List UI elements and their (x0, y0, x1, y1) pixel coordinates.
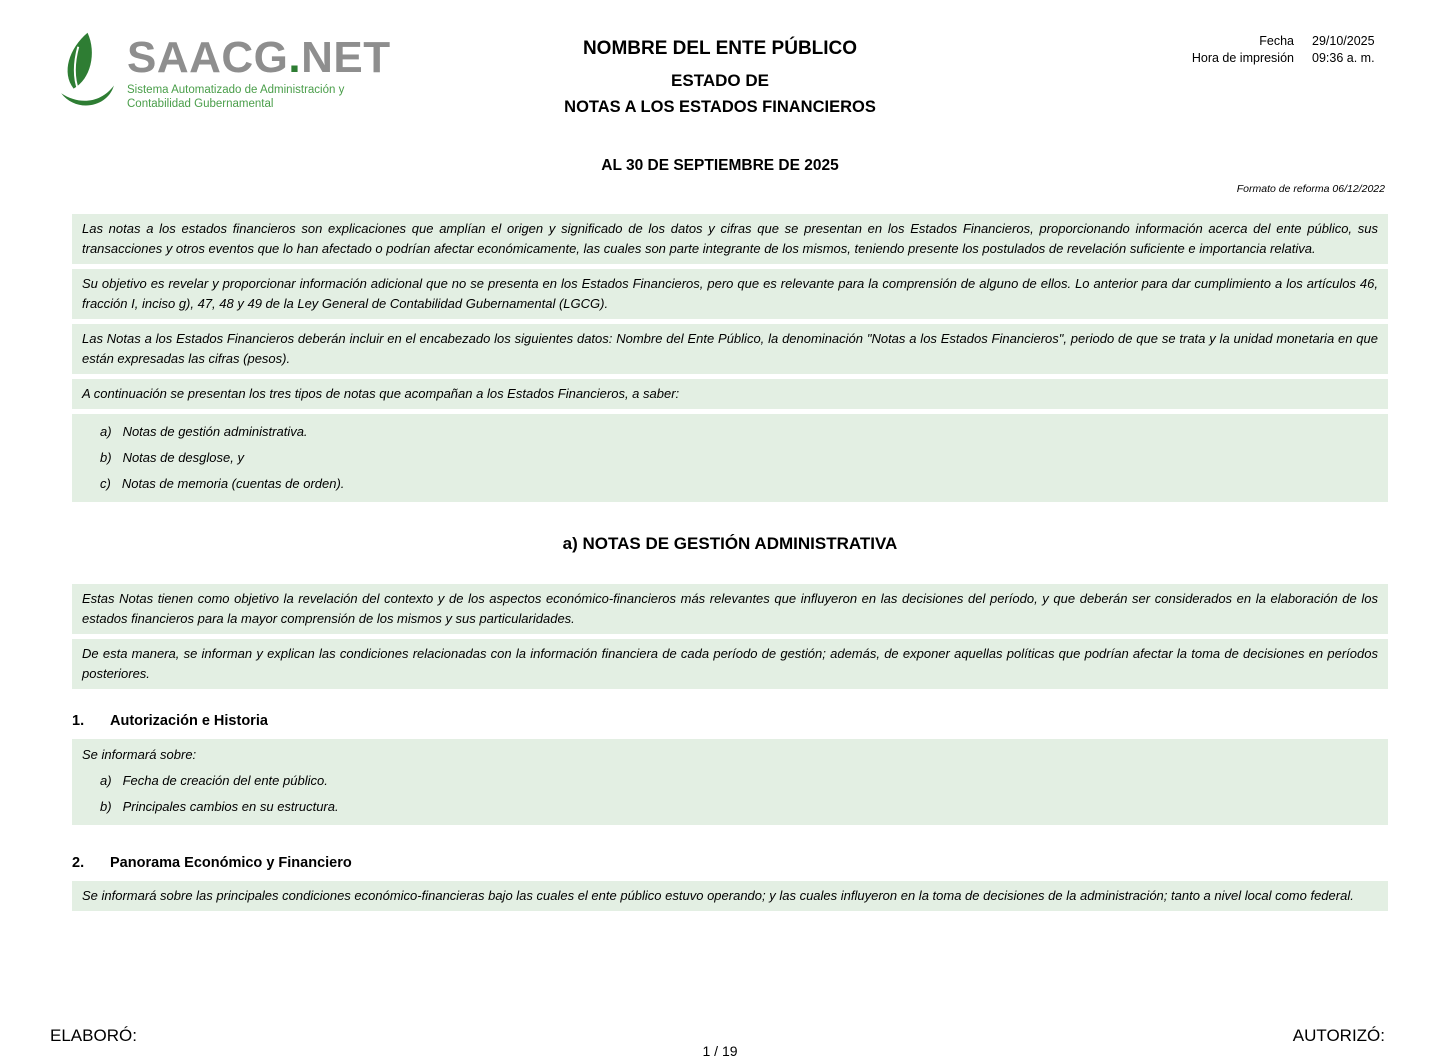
list-text: Notas de gestión administrativa. (122, 424, 308, 439)
brand-subtitle-line2: Contabilidad Gubernamental (127, 98, 274, 110)
elaboro-label: ELABORÓ: (50, 1026, 137, 1045)
list-item (82, 422, 1378, 442)
fecha-label: Fecha (1259, 34, 1294, 48)
report-title: NOTAS A LOS ESTADOS FINANCIEROS (564, 98, 876, 116)
brand-right: NET (301, 33, 391, 82)
brand-dot: . (288, 33, 302, 82)
section-1-body (72, 739, 1388, 825)
section-title: Autorización e Historia (110, 713, 268, 729)
hora-value: 09:36 a. m. (1312, 51, 1375, 65)
section-a-paragraph-2: De esta manera, se informan y explican las condiciones relacionadas con la información financiera de cada período de gestión; además, de exponer aquellas políticas que podrían afectar la toma de decisiones en períodos posteriores. (72, 639, 1388, 689)
section-a-paragraph-1: Estas Notas tienen como objetivo la revelación del contexto y de los aspectos económico-financieros más relevantes que influyeron en las decisiones del período, y que deberán ser considerados en la elaboración de los estados financieros para la mayor comprensión de los mismos y sus particularidades. (72, 584, 1388, 634)
intro-paragraph-2: Su objetivo es revelar y proporcionar información adicional que no se presenta en los Estados Financieros, pero que es relevante para la comprensión de alguno de ellos. Lo anterior para dar cumplimiento a los artículos 46, fracción I, inciso g), 47, 48 y 49 de la Ley General de Contabilidad Gubernamental (LGCG). (72, 269, 1388, 319)
statement-title: ESTADO DE (671, 71, 769, 90)
entity-name-title: NOMBRE DEL ENTE PÚBLICO (582, 38, 858, 59)
list-text: Principales cambios en su estructura. (122, 799, 339, 814)
period-title: AL 30 DE SEPTIEMBRE DE 2025 (601, 157, 839, 174)
section-2-body: Se informará sobre las principales condiciones económico-financieras bajo las cuales el ente público estuvo operando; y las cuales influyeron en la toma de decisiones de la administración; tanto a nivel local como federal. (72, 881, 1388, 911)
list-item (82, 797, 1378, 817)
fecha-value: 29/10/2025 (1312, 34, 1375, 48)
print-info (1192, 34, 1390, 65)
list-marker: c) (100, 476, 111, 491)
list-item (82, 474, 1378, 494)
list-marker: a) (100, 773, 112, 788)
intro-paragraph-4: A continuación se presentan los tres tipos de notas que acompañan a los Estados Financieros, a saber: (72, 379, 1388, 409)
autorizo-label: AUTORIZÓ: (1292, 1026, 1385, 1045)
list-item (82, 448, 1378, 468)
main-content (72, 214, 1388, 916)
section-1-intro: Se informará sobre: (82, 747, 197, 762)
list-item (82, 771, 1378, 791)
list-text: Fecha de creación del ente público. (122, 773, 328, 788)
intro-paragraph-1: Las notas a los estados financieros son explicaciones que amplían el origen y significado de los datos y cifras que se presentan en los Estados Financieros, proporcionando información acerca del ente público, sus transacciones y otros eventos que lo han afectado o podrían afectar económicamente, las cuales son parte integrante de los mismos, teniendo presente los postulados de revelación suficiente e importancia relativa. (72, 214, 1388, 264)
section-number: 1. (72, 713, 85, 729)
section-2-heading (72, 855, 1388, 871)
notes-types-list (72, 414, 1388, 502)
page-number: 1 / 19 (702, 1043, 738, 1059)
section-a-title: a) NOTAS DE GESTIÓN ADMINISTRATIVA (562, 534, 898, 553)
list-text: Notas de desglose, y (122, 450, 244, 465)
list-marker: b) (100, 799, 112, 814)
brand-left: SAACG (127, 33, 289, 82)
reform-note: Formato de reforma 06/12/2022 (1236, 183, 1385, 195)
list-text: Notas de memoria (cuentas de orden). (121, 476, 345, 491)
section-title: Panorama Económico y Financiero (110, 855, 352, 871)
brand-subtitle-line1: Sistema Automatizado de Administración y (127, 84, 345, 96)
intro-paragraph-3: Las Notas a los Estados Financieros deberán incluir en el encabezado los siguientes datos: Nombre del Ente Público, la denominación "Notas a los Estados Financieros", periodo de que se trata y la unidad monetaria en que están expresadas las cifras (pesos). (72, 324, 1388, 374)
list-marker: b) (100, 450, 112, 465)
section-number: 2. (72, 855, 85, 871)
section-1-heading (72, 713, 1388, 729)
list-marker: a) (100, 424, 112, 439)
hora-label: Hora de impresión (1191, 51, 1294, 65)
